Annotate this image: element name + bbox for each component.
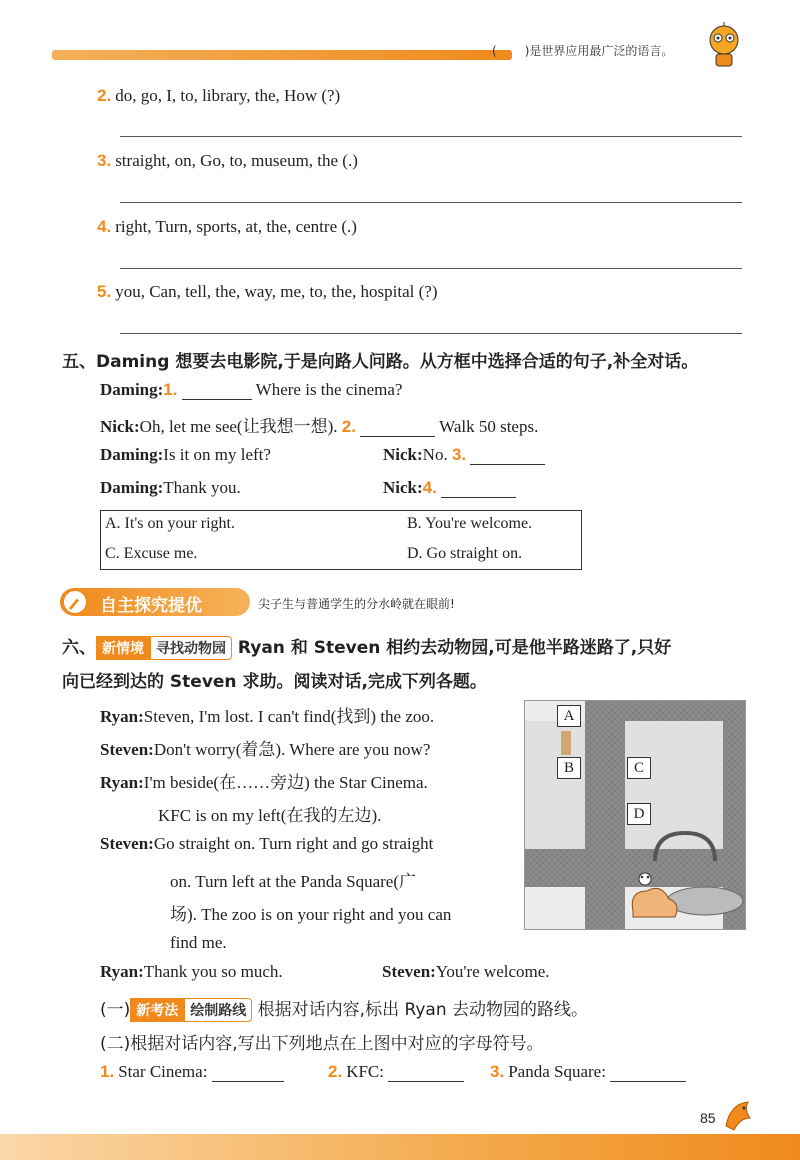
dialogue-line: 场). The zoo is on your right and you can (170, 905, 452, 924)
answer-line-2[interactable] (120, 136, 742, 137)
mascot-icon (704, 22, 744, 74)
page-number: 85 (700, 1110, 716, 1126)
section5-title: 五、Daming 想要去电影院,于是向路人问路。从方框中选择合适的句子,补全对话。 (62, 352, 699, 372)
rocket-icon (62, 589, 88, 615)
blank-star-cinema[interactable] (212, 1065, 284, 1082)
task-2: (二)根据对话内容,写出下列地点在上图中对应的字母符号。 (100, 1034, 544, 1054)
question-5: 5. you, Can, tell, the, way, me, to, the, hospital (?) (97, 282, 438, 301)
answer-kfc: 2. KFC: (328, 1062, 464, 1082)
banner-title: 自主探究提优 (100, 596, 202, 616)
dialog-line-3: Daming:Is it on my left? (100, 445, 271, 464)
dialog-line-6: Nick:4. (383, 478, 516, 498)
blank-3[interactable] (470, 448, 545, 465)
map-label-c[interactable]: C (627, 757, 651, 779)
banner-subtitle: 尖子生与普通学生的分水岭就在眼前! (258, 597, 455, 611)
blank-1[interactable] (182, 383, 252, 400)
option-b: B. You're welcome. (407, 515, 533, 532)
answer-panda-square: 3. Panda Square: (490, 1062, 686, 1082)
dialogue-end-steven: Steven:You're welcome. (382, 962, 550, 981)
task-1: (一) 新考法 绘制路线 根据对话内容,标出 Ryan 去动物园的路线。 (100, 1000, 589, 1020)
dialog-line-5: Daming:Thank you. (100, 478, 241, 497)
dialog-line-4: Nick:No. 3. (383, 445, 545, 465)
map[interactable] (524, 700, 746, 930)
option-d: D. Go straight on. (407, 545, 523, 562)
answer-line-4[interactable] (120, 268, 742, 269)
answer-line-3[interactable] (120, 202, 742, 203)
blank-4[interactable] (441, 481, 516, 498)
dialogue-line: Steven:Go straight on. Turn right and go straight (100, 834, 434, 853)
map-label-d[interactable]: D (627, 803, 651, 825)
option-c: C. Excuse me. (105, 545, 198, 562)
footer-bar (0, 1134, 800, 1160)
section6-intro-2: 向已经到达的 Steven 求助。阅读对话,完成下列各题。 (62, 672, 487, 692)
dialogue-line: on. Turn left at the Panda Square(广 (170, 872, 416, 891)
banner (60, 588, 250, 618)
answer-line-5[interactable] (120, 333, 742, 334)
blank-panda-square[interactable] (610, 1065, 686, 1082)
dialogue-line: KFC is on my left(在我的左边). (158, 806, 382, 825)
dialogue-block (100, 702, 520, 966)
header-bar (52, 50, 512, 60)
options-box (100, 510, 582, 570)
option-a: A. It's on your right. (105, 515, 235, 532)
map-label-a[interactable]: A (557, 705, 581, 727)
dialogue-line: find me. (170, 933, 227, 952)
answer-row: 1. Star Cinema: (100, 1062, 284, 1082)
dialogue-end-ryan: Ryan:Thank you so much. (100, 962, 283, 981)
question-4: 4. right, Turn, sports, at, the, centre (.) (97, 217, 357, 236)
section6-intro-1: 六、 新情境 寻找动物园 Ryan 和 Steven 相约去动物园,可是他半路迷路了,只好 (62, 638, 672, 658)
dialogue-line: Ryan:Steven, I'm lost. I can't find(找到) the zoo. (100, 707, 435, 726)
blank-2[interactable] (360, 420, 435, 437)
dialogue-line: Steven:Don't worry(着急). Where are you now? (100, 740, 431, 759)
question-3: 3. straight, on, Go, to, museum, the (.) (97, 151, 358, 170)
dialog-line-2: Nick:Oh, let me see(让我想一想). 2. Walk 50 steps. (100, 417, 539, 436)
question-2: 2. do, go, I, to, library, the, How (?) (97, 86, 341, 105)
header-tip: ( )是世界应用最广泛的语言。 (492, 44, 674, 58)
map-label-b[interactable]: B (557, 757, 581, 779)
dialogue-line: Ryan:I'm beside(在……旁边) the Star Cinema. (100, 773, 428, 792)
blank-kfc[interactable] (388, 1065, 464, 1082)
dialog-line-1: Daming:1. Where is the cinema? (100, 380, 403, 399)
